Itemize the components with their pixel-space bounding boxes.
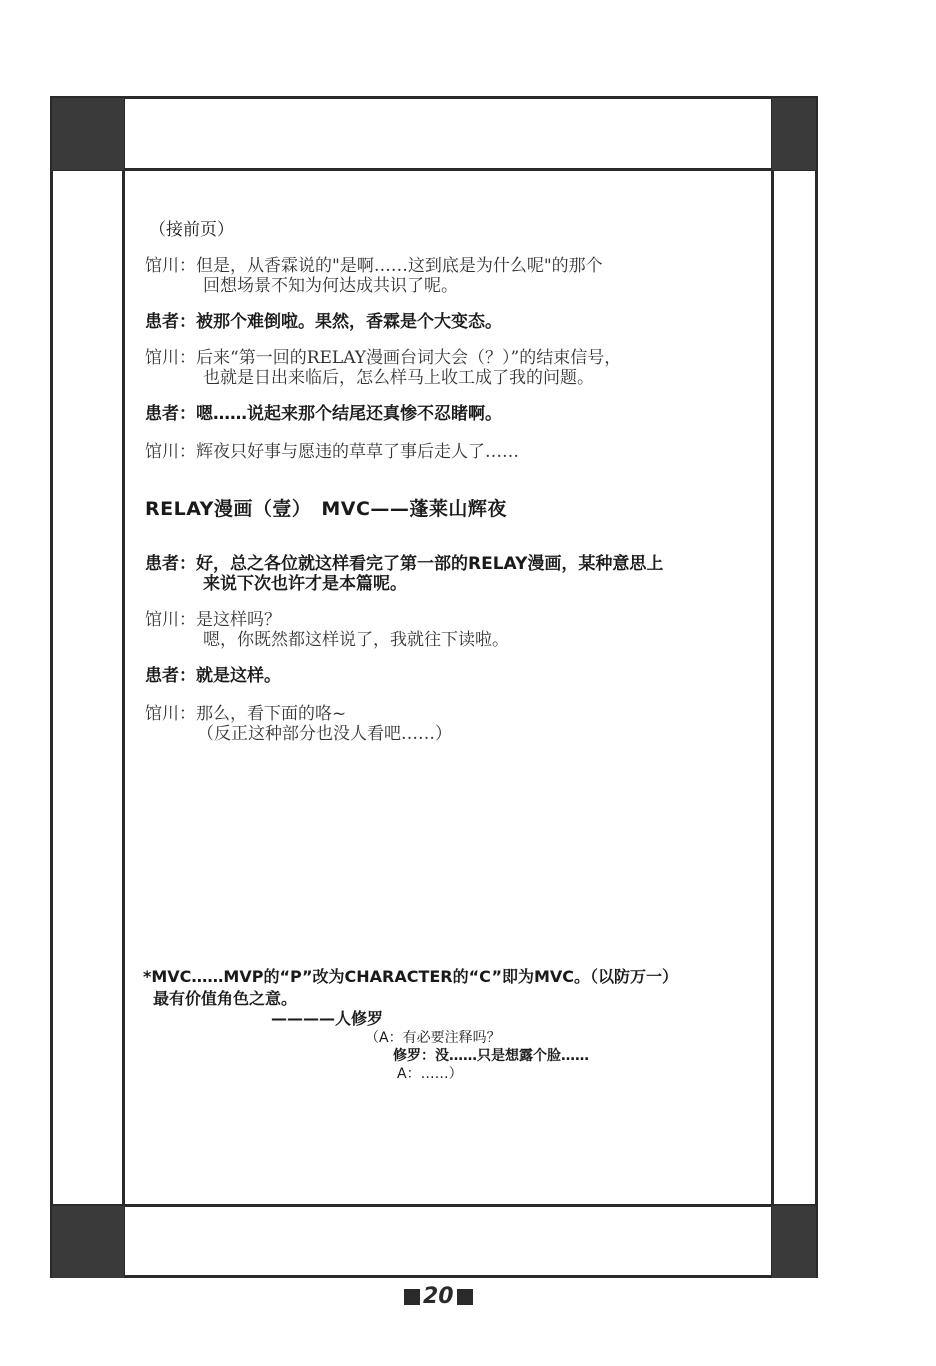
page-number	[404, 1284, 473, 1309]
page-number-text: 20	[423, 1284, 454, 1309]
dialogue-line	[145, 404, 502, 425]
corner-block-bottom-right	[772, 1206, 816, 1278]
speaker-label: 患者：	[145, 666, 196, 686]
continued-note: （接前页）	[149, 220, 234, 240]
dialogue-text: 就是这样。	[196, 666, 281, 686]
dialogue-text: 是这样吗？	[196, 610, 281, 630]
dialogue-line	[145, 704, 346, 725]
dialogue-line-cont: 回想场景不知为何达成共识了呢。	[203, 276, 458, 296]
dialogue-line	[145, 442, 519, 463]
speaker-label: 馆川：	[145, 704, 196, 724]
page-number-left-square	[404, 1289, 420, 1305]
speaker-label: 患者：	[145, 554, 196, 574]
dialogue-line-cont: （反正这种部分也没人看吧……）	[197, 724, 452, 744]
speaker-label: 患者：	[145, 312, 196, 332]
frame-bottom-divider	[50, 1204, 818, 1207]
dialogue-text: 被那个难倒啦。果然，香霖是个大变态。	[196, 312, 502, 332]
dialogue-line-cont: 来说下次也许才是本篇呢。	[203, 574, 407, 594]
speaker-label: 馆川：	[145, 442, 196, 462]
dialogue-text: 辉夜只好事与愿违的草草了事后走人了……	[196, 442, 519, 462]
dialogue-line	[145, 348, 621, 369]
page-content	[125, 172, 771, 1202]
speaker-label: 馆川：	[145, 348, 196, 368]
frame-top-divider	[50, 168, 818, 171]
dialogue-text: 那么，看下面的咯~	[196, 704, 347, 724]
dialogue-line	[145, 312, 502, 333]
speaker-label: 馆川：	[145, 256, 196, 276]
dialogue-line	[145, 256, 603, 277]
footnote-aside-1: （A：有必要注释吗？	[365, 1030, 501, 1046]
corner-block-bottom-left	[52, 1206, 124, 1278]
dialogue-line-cont: 嗯，你既然都这样说了，我就往下读啦。	[203, 630, 509, 650]
speaker-label: 患者：	[145, 404, 196, 424]
dialogue-line	[145, 666, 281, 687]
speaker-label: 馆川：	[145, 610, 196, 630]
page-number-right-square	[457, 1289, 473, 1305]
dialogue-line-cont: 也就是日出来临后，怎么样马上收工成了我的问题。	[203, 368, 594, 388]
footnote-aside-2: 修罗：没……只是想露个脸……	[393, 1048, 589, 1064]
section-heading: RELAY漫画（壹） MVC——蓬莱山辉夜	[145, 498, 507, 520]
footnote-line-2: 最有价值角色之意。	[153, 989, 298, 1008]
footnote-line-1: *MVC……MVP的“P”改为CHARACTER的“C”即为MVC。（以防万一）	[143, 967, 679, 986]
dialogue-line	[145, 554, 663, 575]
dialogue-text: 好，总之各位就这样看完了第一部的RELAY漫画，某种意思上	[196, 554, 664, 574]
dialogue-text: 后来“第一回的RELAY漫画台词大会（？）”的结束信号，	[196, 348, 622, 368]
footnote-author: ————人修罗	[271, 1009, 384, 1028]
corner-block-top-right	[772, 98, 816, 170]
footnote-aside-3: A：……）	[397, 1066, 463, 1082]
dialogue-line	[145, 610, 281, 631]
dialogue-text: 但是，从香霖说的"是啊……这到底是为什么呢"的那个	[196, 256, 603, 276]
dialogue-text: 嗯……说起来那个结尾还真惨不忍睹啊。	[196, 404, 502, 424]
corner-block-top-left	[52, 98, 124, 170]
